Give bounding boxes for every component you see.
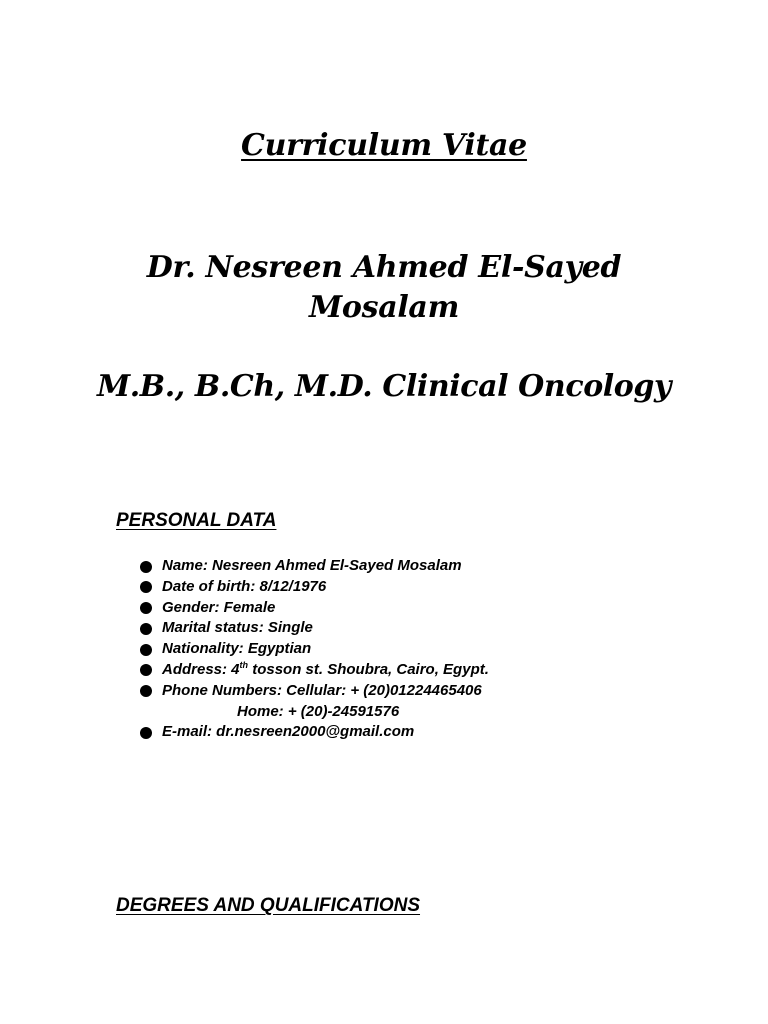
personal-data-heading: PERSONAL DATA — [116, 510, 277, 531]
phone-home-value: Home: + (20)-24591576 — [237, 702, 400, 720]
doctor-name-line2: Mosalam — [308, 290, 460, 325]
list-item-email — [138, 722, 489, 743]
bullet-icon — [140, 561, 152, 573]
bullet-icon — [140, 644, 152, 656]
bullet-icon — [140, 602, 152, 614]
address-suffix: tosson st. Shoubra, Cairo, Egypt. — [248, 660, 489, 678]
marital-status-value: Marital status: Single — [162, 619, 313, 637]
address-prefix: Address: 4 — [162, 660, 240, 678]
personal-data-list — [138, 556, 489, 743]
date-of-birth-value: Date of birth: 8/12/1976 — [162, 577, 327, 595]
address-ordinal: th — [239, 659, 249, 670]
bullet-icon — [140, 581, 152, 593]
nationality-value: Nationality: Egyptian — [162, 640, 312, 658]
name-value: Name: Nesreen Ahmed El-Sayed Mosalam — [162, 557, 462, 574]
degrees-heading: DEGREES AND QUALIFICATIONS — [116, 895, 421, 916]
phone-cellular-value: Phone Numbers: Cellular: + (20)01224465406 — [162, 681, 482, 699]
bullet-icon — [140, 727, 152, 739]
bullet-icon — [140, 664, 152, 676]
list-item-date-of-birth — [138, 577, 489, 598]
email-value: E-mail: dr.nesreen2000@gmail.com — [162, 723, 415, 741]
list-item-name — [138, 556, 489, 577]
list-item-address — [138, 660, 489, 681]
bullet-icon — [140, 623, 152, 635]
list-item-phone — [138, 681, 489, 702]
doctor-degree: M.B., B.Ch, M.D. Clinical Oncology — [96, 369, 672, 404]
doctor-name — [0, 248, 768, 328]
list-item-marital-status — [138, 618, 489, 639]
doctor-name-line1: Dr. Nesreen Ahmed El-Sayed — [146, 250, 622, 285]
list-item-gender — [138, 598, 489, 619]
document-title: Curriculum Vitae — [241, 128, 527, 163]
gender-value: Gender: Female — [162, 598, 276, 616]
list-item-phone-home — [138, 702, 489, 723]
bullet-icon — [140, 685, 152, 697]
list-item-nationality — [138, 639, 489, 660]
